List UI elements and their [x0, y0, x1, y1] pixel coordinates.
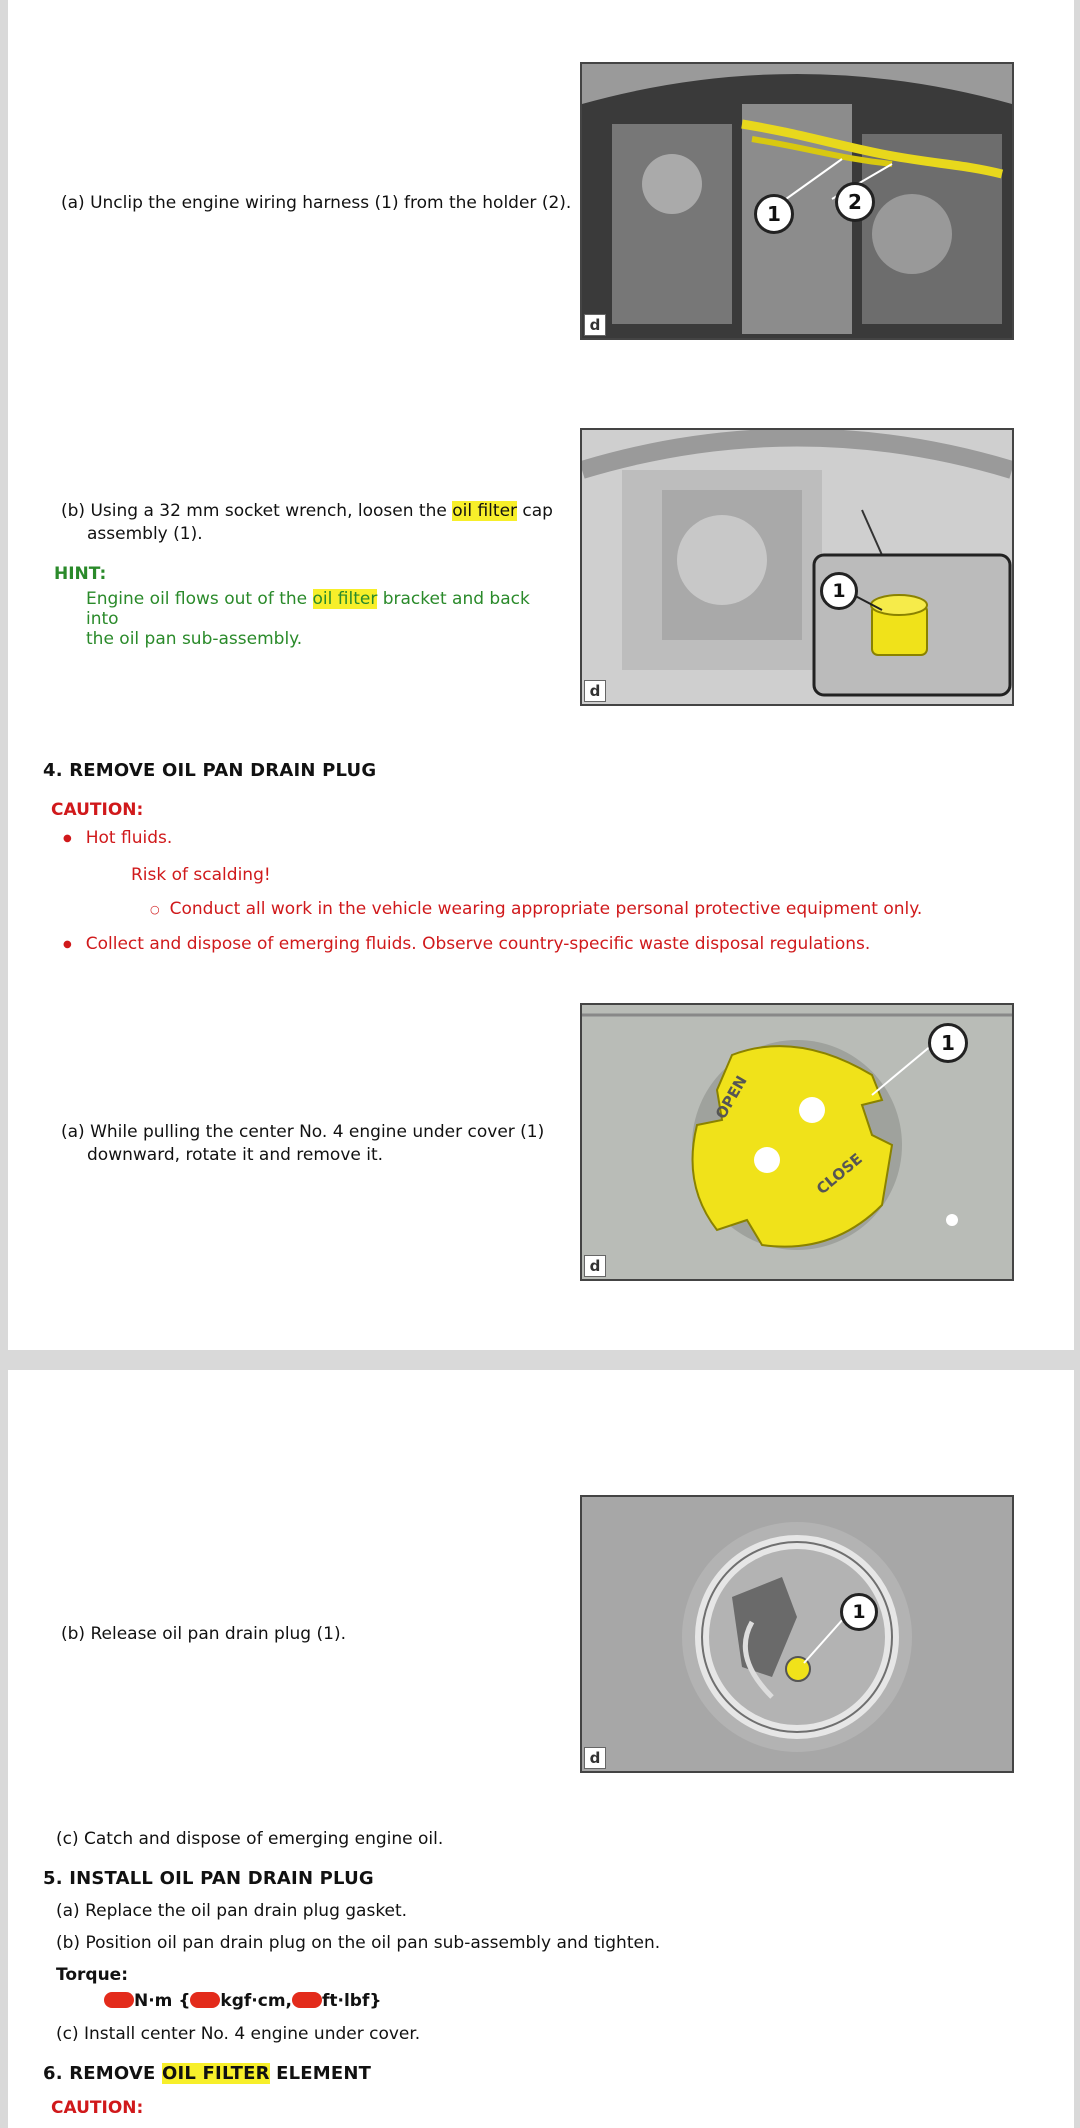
torque-value [104, 1990, 381, 2013]
redacted-value [292, 1992, 322, 2008]
torque-label: Torque: [56, 1965, 129, 1985]
caution-risk: Risk of scalding! [131, 865, 271, 885]
caution-item-hot-fluids: ● Hot fluids. [63, 827, 172, 850]
step-b-loosen-text [61, 500, 561, 546]
redacted-value [190, 1992, 220, 2008]
callout-1: 1 [840, 1593, 878, 1631]
section-6-suffix: ELEMENT [269, 2063, 372, 2084]
section-4-title: 4. REMOVE OIL PAN DRAIN PLUG [43, 760, 377, 781]
manual-page-1 [8, 0, 1074, 1350]
caution-label: CAUTION: [51, 800, 144, 820]
hint-part3: the oil pan sub-assembly. [86, 629, 303, 649]
step5-c-text: (c) Install center No. 4 engine under cover. [56, 2024, 421, 2044]
engine-harness-illustration [582, 64, 1012, 338]
cover-close-label: CLOSE [813, 1149, 866, 1199]
oil-filter-cap-illustration [582, 430, 1012, 704]
step5-a-text: (a) Replace the oil pan drain plug gasket. [56, 1901, 408, 1921]
engine-harness-figure [580, 62, 1014, 340]
step-a-unclip-text: (a) Unclip the engine wiring harness (1) from the holder (2). [61, 193, 572, 213]
torque-nm-unit: N·m { [134, 1991, 191, 2011]
redacted-value [104, 1992, 134, 2008]
drain-plug-figure [580, 1495, 1014, 1773]
caution-item-collect: ● Collect and dispose of emerging fluids. Observe country-specific waste disposal regulations. [63, 933, 870, 956]
under-cover-figure [580, 1003, 1014, 1281]
section-6-title [43, 2062, 371, 2085]
hint-oil-filter-highlight: oil filter [312, 589, 378, 609]
step-a-pull-text [61, 1121, 561, 1167]
figure-tag: d [584, 314, 606, 336]
step-c-catch-text: (c) Catch and dispose of emerging engine oil. [56, 1829, 444, 1849]
caution-label-2: CAUTION: [51, 2098, 144, 2118]
caution-subitem-ppe: ○ Conduct all work in the vehicle wearing appropriate personal protective equipment only. [150, 898, 922, 921]
cover-open-label: OPEN [711, 1072, 751, 1122]
step-b-loosen-part2: cap [517, 501, 553, 521]
hint-part1: Engine oil flows out of the [86, 589, 313, 609]
figure-tag: d [584, 1255, 606, 1277]
callout-2: 2 [835, 182, 875, 222]
section-5-title: 5. INSTALL OIL PAN DRAIN PLUG [43, 1868, 374, 1889]
step-b-release-text: (b) Release oil pan drain plug (1). [61, 1624, 346, 1644]
hint-part2: bracket and back into [86, 589, 530, 629]
step-a-pull-line2: downward, rotate it and remove it. [87, 1145, 384, 1165]
step-b-loosen-part1: (b) Using a 32 mm socket wrench, loosen the [61, 501, 453, 521]
oil-filter-highlight: oil filter [452, 501, 518, 521]
torque-kgf-unit: kgf·cm, [220, 1991, 292, 2011]
figure-tag: d [584, 1747, 606, 1769]
hint-label: HINT: [54, 564, 107, 584]
section-6-prefix: 6. REMOVE [43, 2063, 163, 2084]
step5-b-text: (b) Position oil pan drain plug on the oil pan sub-assembly and tighten. [56, 1933, 661, 1953]
step-b-loosen-part3: assembly (1). [87, 524, 203, 544]
callout-1: 1 [754, 194, 794, 234]
oil-filter-cap-figure [580, 428, 1014, 706]
callout-1: 1 [928, 1023, 968, 1063]
figure-tag: d [584, 680, 606, 702]
torque-ft-unit: ft·lbf} [322, 1991, 382, 2011]
manual-page-2 [8, 1370, 1074, 2128]
hint-text [86, 589, 566, 649]
callout-1: 1 [820, 572, 858, 610]
section-6-oil-filter-highlight: OIL FILTER [162, 2063, 270, 2084]
drain-plug-illustration [582, 1497, 1012, 1771]
step-a-pull-line1: (a) While pulling the center No. 4 engine under cover (1) [61, 1122, 545, 1142]
